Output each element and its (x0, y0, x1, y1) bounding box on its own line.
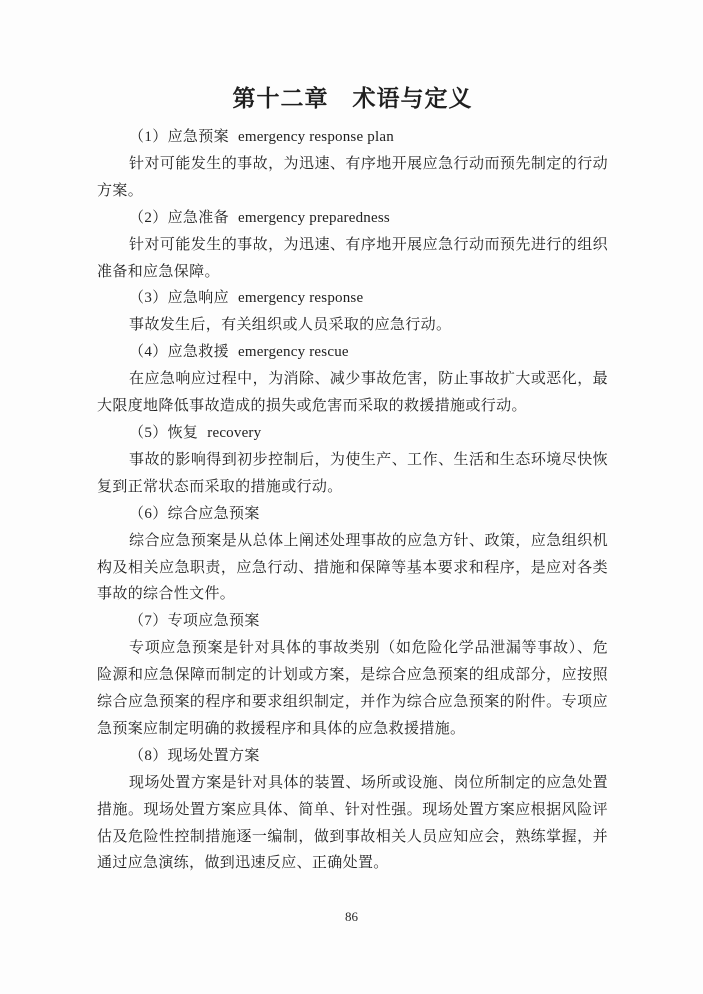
term-name-en: emergency response plan (237, 129, 394, 145)
term-name-zh: 现场处置方案 (167, 747, 260, 764)
term-name-zh: 综合应急预案 (167, 505, 260, 522)
term-name-en: recovery (207, 424, 262, 441)
term-name-en: emergency rescue (237, 344, 349, 361)
term-name-en: emergency preparedness (237, 209, 390, 226)
term-item (97, 339, 608, 420)
term-definition: 专项应急预案是针对具体的事故类别（如危险化学品泄漏等事故）、危险源和应急保障而制定的计划或方案，是综合应急预案的组成部分，应按照综合应急预案的程序和要求组织制定，并作为综合应急预案的附件。专项应急预案应制定明确的救援程序和具体的应急救援措施。 (97, 640, 608, 737)
term-item (97, 501, 608, 609)
term-item (97, 285, 608, 339)
term-definition: 针对可能发生的事故，为迅速、有序地开展应急行动而预先制定的行动方案。 (97, 155, 608, 199)
page-content (97, 83, 608, 877)
term-number: （3） (129, 290, 168, 307)
term-definition: 针对可能发生的事故，为迅速、有序地开展应急行动而预先进行的组织准备和应急保障。 (97, 236, 608, 280)
term-heading (97, 124, 608, 151)
term-item (97, 124, 608, 205)
term-heading (97, 285, 608, 312)
term-item (97, 743, 608, 878)
term-name-zh: 专项应急预案 (167, 613, 260, 630)
term-item (97, 608, 608, 743)
term-number: （6） (129, 505, 168, 522)
term-number: （1） (129, 129, 168, 145)
term-number: （7） (129, 613, 168, 630)
chapter-title: 第十二章 术语与定义 (232, 86, 473, 111)
term-name-zh: 应急准备 (167, 209, 229, 226)
term-heading (97, 339, 608, 366)
term-definition: 综合应急预案是从总体上阐述处理事故的应急方针、政策，应急组织机构及相关应急职责，应急行动、措施和保障等基本要求和程序，是应对各类事故的综合性文件。 (97, 532, 608, 603)
page-number: 86 (345, 909, 358, 924)
term-heading (97, 743, 608, 770)
term-definition: 事故的影响得到初步控制后，为使生产、工作、生活和生态环境尽快恢复到正常状态而采取的措施或行动。 (97, 451, 608, 495)
term-definition: 现场处置方案是针对具体的装置、场所或设施、岗位所制定的应急处置措施。现场处置方案应具体、简单、针对性强。现场处置方案应根据风险评估及危险性控制措施逐一编制，做到事故相关人员应知应会，熟练掌握，并通过应急演练，做到迅速反应、正确处置。 (97, 774, 608, 872)
term-number: （2） (129, 209, 168, 226)
term-heading (97, 205, 608, 232)
term-number: （5） (129, 424, 168, 441)
term-name-en: emergency response (237, 290, 364, 307)
term-heading (97, 420, 608, 447)
terms-list (97, 124, 608, 877)
term-name-zh: 恢复 (167, 424, 199, 441)
term-name-zh: 应急预案 (167, 129, 229, 145)
term-heading (97, 608, 608, 635)
term-name-zh: 应急响应 (167, 290, 229, 307)
term-item (97, 420, 608, 501)
term-heading (97, 501, 608, 528)
term-definition: 在应急响应过程中，为消除、减少事故危害，防止事故扩大或恶化，最大限度地降低事故造成的损失或危害而采取的救援措施或行动。 (97, 371, 608, 415)
term-name-zh: 应急救援 (167, 344, 229, 361)
term-item (97, 205, 608, 286)
term-definition: 事故发生后，有关组织或人员采取的应急行动。 (129, 317, 452, 334)
term-number: （4） (129, 344, 168, 361)
term-number: （8） (129, 747, 168, 764)
